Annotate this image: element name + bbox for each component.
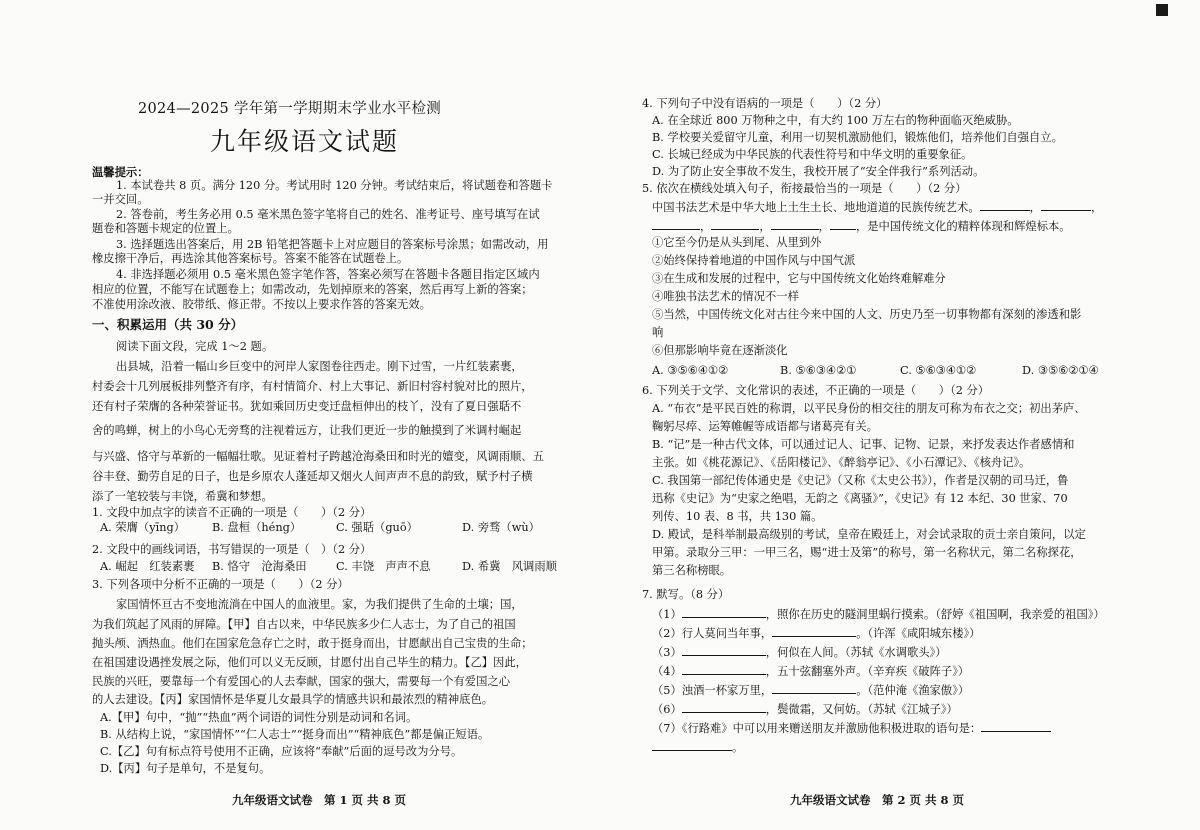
q3-text-line: 在祖国建设遇挫发展之际，他们可以义无反顾，甘愿付出自己毕生的精力。【乙】因此， — [92, 656, 527, 669]
q6-text-line: 第三名称榜眼。 — [652, 564, 732, 577]
option-a: A. ③⑤⑥④①② — [652, 364, 729, 377]
q3-text-line: 家国情怀亘古不变地流淌在中国人的血液里。家，为我们提供了生命的土壤；国， — [116, 598, 523, 611]
answer-blank[interactable] — [1041, 199, 1091, 211]
option-a: A.【甲】句中，“抛”“热血”两个词语的词性分别是动词和名词。 — [100, 711, 418, 724]
notice-line: 2. 答卷前，考生务必用 0.5 毫米黑色签字笔将自己的姓名、准考证号、座号填写在试 — [116, 208, 540, 221]
answer-blank[interactable] — [682, 663, 766, 675]
option-a: A. 崛起 红装素裹 — [100, 560, 195, 573]
q5-item: ⑤当然，中国传统文化对古往今来中国的人文、历史乃至一切事物都有深刻的渗透和影 — [652, 308, 1082, 321]
q5-item: ②始终保持着地道的中国作风与中国气派 — [652, 254, 856, 267]
passage-line: 村委会十几列展板排列整齐有序，有村情简介、村上大事记、新旧村容村貌对比的照片， — [92, 380, 533, 393]
passage-line: 添了一笔较装与丰饶，希冀和梦想。 — [92, 490, 273, 503]
question-3: 3. 下列各项中分析不正确的一项是（ ）（2 分） — [92, 578, 349, 591]
question-2: 2. 文段中的画线词语，书写错误的一项是（ ）（2 分） — [92, 543, 372, 556]
q5-item: ⑥但那影响毕竟在逐渐淡化 — [652, 344, 788, 357]
recitation-item — [652, 701, 958, 717]
option-d: D. 为了防止安全事故不发生，我校开展了“安全伴我行”系列活动。 — [652, 165, 985, 178]
item-number: （6） — [652, 703, 682, 716]
recitation-item — [652, 682, 969, 698]
item-text: ，鬓微霜，又何妨。（苏轼《江城子》） — [765, 703, 958, 716]
answer-blank[interactable] — [682, 644, 766, 656]
main-title: 九年级语文试题 — [210, 127, 400, 156]
option-b: B. 学校要关爱留守儿童，利用一切契机激励他们，锻炼他们，培养他们自强自立。 — [652, 131, 1063, 144]
answer-blank[interactable] — [771, 218, 819, 230]
exam-title: 2024—2025 学年第一学期期末学业水平检测 — [138, 101, 442, 117]
recitation-item — [652, 663, 969, 679]
item-number: （7） — [652, 722, 682, 735]
q5-text-line: ， ， ， ，是中国传统文化的精粹体现和辉煌标本。 — [652, 218, 1071, 234]
item-text: ，何似在人间。（苏轼《水调歌头》） — [765, 646, 947, 659]
item-number: （5） — [652, 684, 682, 697]
q5-text: 中国书法艺术是中华大地上土生土长、地地道道的民族传统艺术。 — [652, 201, 980, 214]
option-c: C.【乙】句有标点符号使用不正确，应该将“奉献”后面的逗号改为分号。 — [100, 745, 463, 758]
item-number: （4） — [652, 665, 682, 678]
recitation-item — [652, 625, 980, 641]
answer-blank[interactable] — [682, 606, 766, 618]
q6-text-line: 主张。如《桃花源记》、《岳阳楼记》、《醉翁亭记》、《小石潭记》、《核舟记》。 — [652, 456, 1031, 469]
section-heading: 一、积累运用（共 30 分） — [92, 317, 244, 332]
option-b: B. ⑤⑥③④②① — [780, 364, 857, 377]
q5-text: ，是中国传统文化的精粹体现和辉煌标本。 — [855, 220, 1071, 233]
option-d: D. 旁骛（wù） — [462, 521, 540, 534]
answer-blank[interactable] — [652, 739, 732, 751]
item-number: （1） — [652, 608, 682, 621]
q6-text-line: 迅称《史记》为“史家之绝唱，无韵之《离骚》”，《史记》有 12 本纪、30 世家、70 — [652, 492, 1068, 505]
option-a: A. 荣膺（yīng） — [100, 521, 186, 534]
option-c: C. ⑤⑥③④①② — [900, 364, 977, 377]
q3-text-line: 民族的兴旺，要靠每一个有爱国心的人去奉献，国家的强大，需要每一个有爱国之心 — [92, 675, 510, 688]
item-text: 。（范仲淹《渔家傲》） — [856, 684, 970, 697]
answer-blank[interactable] — [711, 218, 759, 230]
question-4: 4. 下列句子中没有语病的一项是（ ）（2 分） — [642, 97, 888, 110]
question-1: 1. 文段中加点字的读音不正确的一项是（ ）（2 分） — [92, 506, 372, 519]
item-text: 。（许浑《咸阳城东楼》） — [856, 627, 981, 640]
q5-item: ①它至今仍是从头到尾、从里到外 — [652, 236, 822, 249]
q6-text-line: A. “布衣”是平民百姓的称谓，以平民身份的相交往的朋友可称为布衣之交；初出茅庐、 — [652, 402, 1086, 415]
q6-text-line: 列传、10 表、8 书，共 130 篇。 — [652, 510, 823, 523]
item-number: （3） — [652, 646, 682, 659]
option-c: C. 丰饶 声声不息 — [336, 560, 431, 573]
page-footer: 九年级语文试卷 第 1 页 共 8 页 — [232, 793, 407, 807]
notice-line: 橡皮擦干净后，再选涂其他答案标号。答案不能答在试题卷上。 — [92, 252, 409, 265]
item-text: 行人莫问当年事， — [681, 627, 773, 640]
question-5: 5. 依次在横线处填入句子，衔接最恰当的一项是（ ）（2 分） — [642, 182, 967, 195]
item-number: （2） — [652, 627, 682, 640]
option-c: C. 强聒（guō） — [336, 521, 418, 534]
q6-text-line: 鞠躬尽瘁、运筹帷幄等成语都与诸葛亮有关。 — [652, 420, 878, 433]
answer-blank[interactable] — [772, 682, 856, 694]
passage-line: 与兴盛、恪守与革新的一幅幅壮歌。见证着村子跨越沧海桑田和时光的嬗变，风调雨顺、五 — [92, 450, 544, 463]
item-text: 浊酒一杯家万里， — [681, 684, 773, 697]
recitation-item — [652, 606, 1105, 622]
passage-line: 谷丰登、勤劳自足的日子，也是乡原农人蓬延却又烟火人间声声不息的韵致，赋予村子横 — [92, 470, 533, 483]
answer-blank[interactable] — [652, 218, 700, 230]
item-text: 《行路难》中可以用来赠送朋友并激励他积极进取的语句是： — [681, 722, 982, 735]
notice-line: 3. 选择题选出答案后，用 2B 铅笔把答题卡上对应题目的答案标号涂黑；如需改动，用 — [116, 238, 549, 251]
option-b: B. 盘桓（héng） — [212, 521, 302, 534]
item-text: ，照你在历史的隧洞里蜗行摸索。（舒婷《祖国啊，我亲爱的祖国》） — [765, 608, 1105, 621]
answer-blank[interactable] — [772, 625, 856, 637]
answer-blank[interactable] — [981, 720, 1051, 732]
q3-text-line: 抛头颅、洒热血。他们在国家危急存亡之时，敢于挺身而出，甘愿献出自己宝贵的生命； — [92, 637, 533, 650]
question-6: 6. 下列关于文学、文化常识的表述，不正确的一项是（ ）（2 分） — [642, 384, 990, 397]
option-d: D. ③⑤⑥②①④ — [1022, 364, 1099, 377]
q6-text-line: C. 我国第一部纪传体通史是《史记》（又称《太史公书》），作者是汉朝的司马迁，鲁 — [652, 474, 1069, 487]
passage-line: 还有村子荣膺的各种荣誉证书。犹如乘回历史变迁盘桓伸出的枝丫，没有了夏日强聒不 — [92, 400, 522, 413]
recitation-item: 。 — [652, 739, 743, 755]
notice-heading: 温馨提示： — [92, 165, 149, 179]
passage-line: 舍的鸣蝉，树上的小鸟心无旁骛的注视着远方，让我们更近一步的触摸到了米调村崛起 — [92, 424, 522, 437]
page-footer: 九年级语文试卷 第 2 页 共 8 页 — [790, 793, 965, 807]
item-text: ，五十弦翻塞外声。（辛弃疾《破阵子》） — [765, 665, 970, 678]
q6-text-line: B. “记”是一种古代文体，可以通过记人、记事、记物、记景，来抒发表达作者感情和 — [652, 438, 1075, 451]
notice-line: 不准使用涂改液、胶带纸、修正带。不按以上要求作答的答案无效。 — [92, 298, 431, 311]
question-7: 7. 默写。（8 分） — [642, 588, 730, 601]
recitation-item — [652, 644, 947, 660]
answer-blank[interactable] — [980, 199, 1030, 211]
option-b: B. 从结构上说，“家国情怀”“仁人志士”“挺身而出”“精神底色”都是偏正短语。 — [100, 728, 490, 741]
q6-text-line: 甲第。录取分三甲：一甲三名，赐“进士及第”的称号，第一名称状元，第二名称探花， — [652, 546, 1082, 559]
reading-intro: 阅读下面文段，完成 1～2 题。 — [116, 340, 274, 353]
q5-text-line: 中国书法艺术是中华大地上土生土长、地地道道的民族传统艺术。 ， ， — [652, 201, 1103, 214]
option-b: B. 恪守 沧海桑田 — [212, 560, 307, 573]
q3-text-line: 的人去建设。【丙】家国情怀是华夏儿女最具学的情感共识和最浓烈的精神底色。 — [92, 693, 494, 706]
passage-line: 出县城，沿着一幅山乡巨变中的河岸人家图卷往西走。刚下过雪，一片红装素裹， — [116, 360, 523, 373]
option-d: D.【丙】句子是单句，不是复句。 — [100, 762, 271, 775]
notice-line: 一并交回。 — [92, 193, 149, 206]
answer-blank[interactable] — [682, 701, 766, 713]
q3-text-line: 为我们筑起了风雨的屏障。【甲】自古以来，中华民族多少仁人志士，为了自己的祖国 — [92, 618, 516, 631]
q6-text-line: D. 殿试，是科举制最高级别的考试，皇帝在殿廷上，对会试录取的贡士亲自策问，以定 — [652, 528, 1086, 541]
q5-item: ③在生成和发展的过程中，它与中国传统文化始终难解难分 — [652, 272, 946, 285]
option-d: D. 希冀 风调雨顺 — [462, 560, 557, 573]
page-2 — [600, 0, 1200, 830]
notice-line: 题卷和答题卡规定的位置上。 — [92, 222, 239, 235]
q5-item: 响 — [652, 326, 664, 339]
notice-line: 相应的位置，不能写在试题卷上；如需改动，先划掉原来的答案，然后再写上新的答案； — [92, 283, 533, 296]
q5-item: ④唯独书法艺术的情况不一样 — [652, 290, 799, 303]
option-a: A. 在全球近 800 万物种之中，有大约 100 万左右的物种面临灭绝威胁。 — [652, 114, 1019, 127]
notice-line: 4. 非选择题必须用 0.5 毫米黑色签字笔作答，答案必须写在答题卡各题目指定区域内 — [116, 268, 540, 281]
option-c: C. 长城已经成为中华民族的代表性符号和中华文明的重要象征。 — [652, 148, 973, 161]
notice-line: 1. 本试卷共 8 页。满分 120 分。考试用时 120 分钟。考试结束后，将试题卷和答题卡 — [116, 179, 553, 192]
answer-blank[interactable] — [830, 218, 856, 230]
recitation-item — [652, 720, 1051, 736]
